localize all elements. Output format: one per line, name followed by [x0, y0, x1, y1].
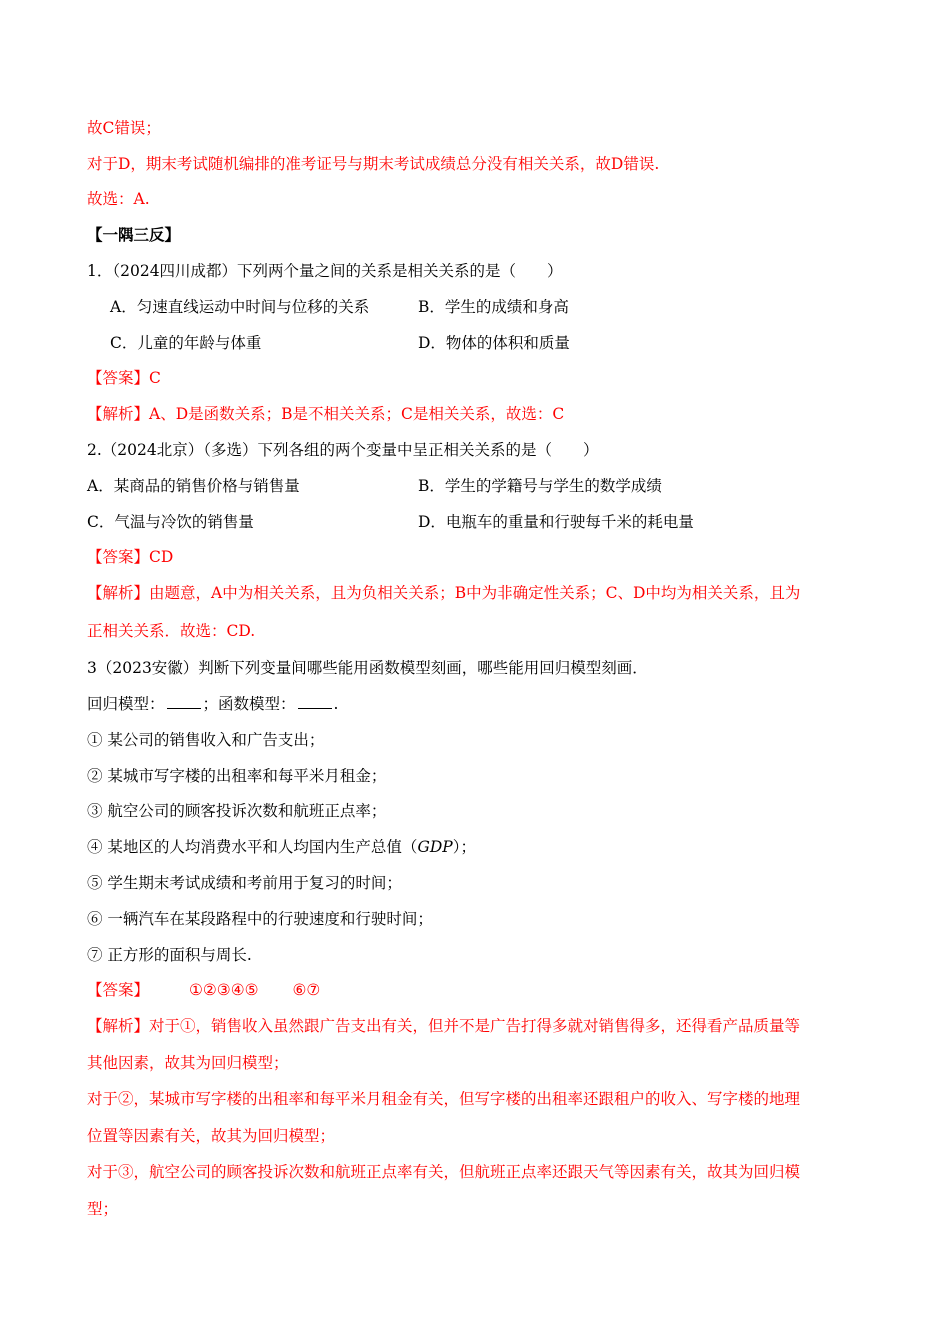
- explanation-3-item3: 对于③，航空公司的顾客投诉次数和航班正点率有关，但航班正点率还跟天气等因素有关，故其为回归模: [87, 1163, 801, 1181]
- text-line: 故C错误；: [87, 119, 161, 137]
- option-d: D．物体的体积和质量: [418, 334, 570, 352]
- blank-regression: [167, 694, 201, 709]
- question-3-blanks: [87, 694, 338, 714]
- gdp-symbol: GDP: [417, 838, 453, 856]
- answer-function: ⑥⑦: [292, 981, 321, 999]
- item-4: [87, 837, 476, 857]
- explanation-3-cont: 其他因素，故其为回归模型；: [87, 1054, 289, 1072]
- answer-1: 【答案】C: [87, 369, 161, 387]
- option-c: C．儿童的年龄与体重: [110, 334, 262, 352]
- explanation-3-item2-cont: 位置等因素有关，故其为回归模型；: [87, 1127, 336, 1145]
- item-text: ）；: [452, 838, 476, 856]
- question-3: 3（2023安徽）判断下列变量间哪些能用函数模型刻画，哪些能用回归模型刻画．: [87, 659, 648, 677]
- blank-label: 回归模型：: [87, 695, 165, 713]
- explanation-3: 【解析】对于①，销售收入虽然跟广告支出有关，但并不是广告打得多就对销售得多，还得看产品质量等: [87, 1017, 801, 1035]
- text-line: 对于D，期末考试随机编排的准考证号与期末考试成绩总分没有相关关系，故D错误.: [87, 155, 660, 173]
- answer-label: 【答案】: [87, 981, 150, 999]
- answer-2: 【答案】CD: [87, 548, 174, 566]
- blank-label: ；函数模型：: [202, 695, 296, 713]
- option-b: B．学生的学籍号与学生的数学成绩: [418, 477, 662, 495]
- answer-regression: ①②③④⑤: [189, 981, 259, 999]
- blank-label: .: [333, 695, 339, 713]
- section-heading: 【一隅三反】: [87, 225, 181, 244]
- option-d: D．电瓶车的重量和行驶每千米的耗电量: [418, 513, 694, 531]
- item-2: ② 某城市写字楼的出租率和每平米月租金；: [87, 767, 387, 785]
- explanation-3-item2: 对于②，某城市写字楼的出租率和每平米月租金有关，但写字楼的出租率还跟租户的收入、写字楼的地理: [87, 1090, 801, 1108]
- answer-3: [87, 980, 320, 1000]
- explanation-3-item3-cont: 型；: [87, 1200, 119, 1218]
- explanation-1: 【解析】A、D是函数关系；B是不相关关系；C是相关关系，故选：C: [87, 405, 565, 423]
- item-5: ⑤ 学生期末考试成绩和考前用于复习的时间；: [87, 874, 402, 892]
- item-3: ③ 航空公司的顾客投诉次数和航班正点率；: [87, 802, 387, 820]
- item-7: ⑦ 正方形的面积与周长.: [87, 946, 252, 964]
- option-b: B．学生的成绩和身高: [418, 298, 569, 316]
- text-line: 故选：A.: [87, 190, 150, 208]
- explanation-2: 【解析】由题意，A中为相关关系，且为负相关关系；B中为非确定性关系；C、D中均为相关关系，且为: [87, 584, 801, 602]
- explanation-2-cont: 正相关关系．故选：CD.: [87, 622, 256, 640]
- item-1: ① 某公司的销售收入和广告支出；: [87, 731, 325, 749]
- option-c: C．气温与冷饮的销售量: [87, 513, 254, 531]
- question-1: 1．（2024四川成都）下列两个量之间的关系是相关关系的是（ ）: [87, 262, 563, 280]
- blank-function: [298, 694, 332, 709]
- item-text: ④ 某地区的人均消费水平和人均国内生产总值（: [87, 838, 418, 856]
- question-2: 2.（2024北京）（多选）下列各组的两个变量中呈正相关关系的是（ ）: [87, 441, 599, 459]
- option-a: A．匀速直线运动中时间与位移的关系: [110, 298, 370, 316]
- item-6: ⑥ 一辆汽车在某段路程中的行驶速度和行驶时间；: [87, 910, 433, 928]
- option-a: A．某商品的销售价格与销售量: [87, 477, 300, 495]
